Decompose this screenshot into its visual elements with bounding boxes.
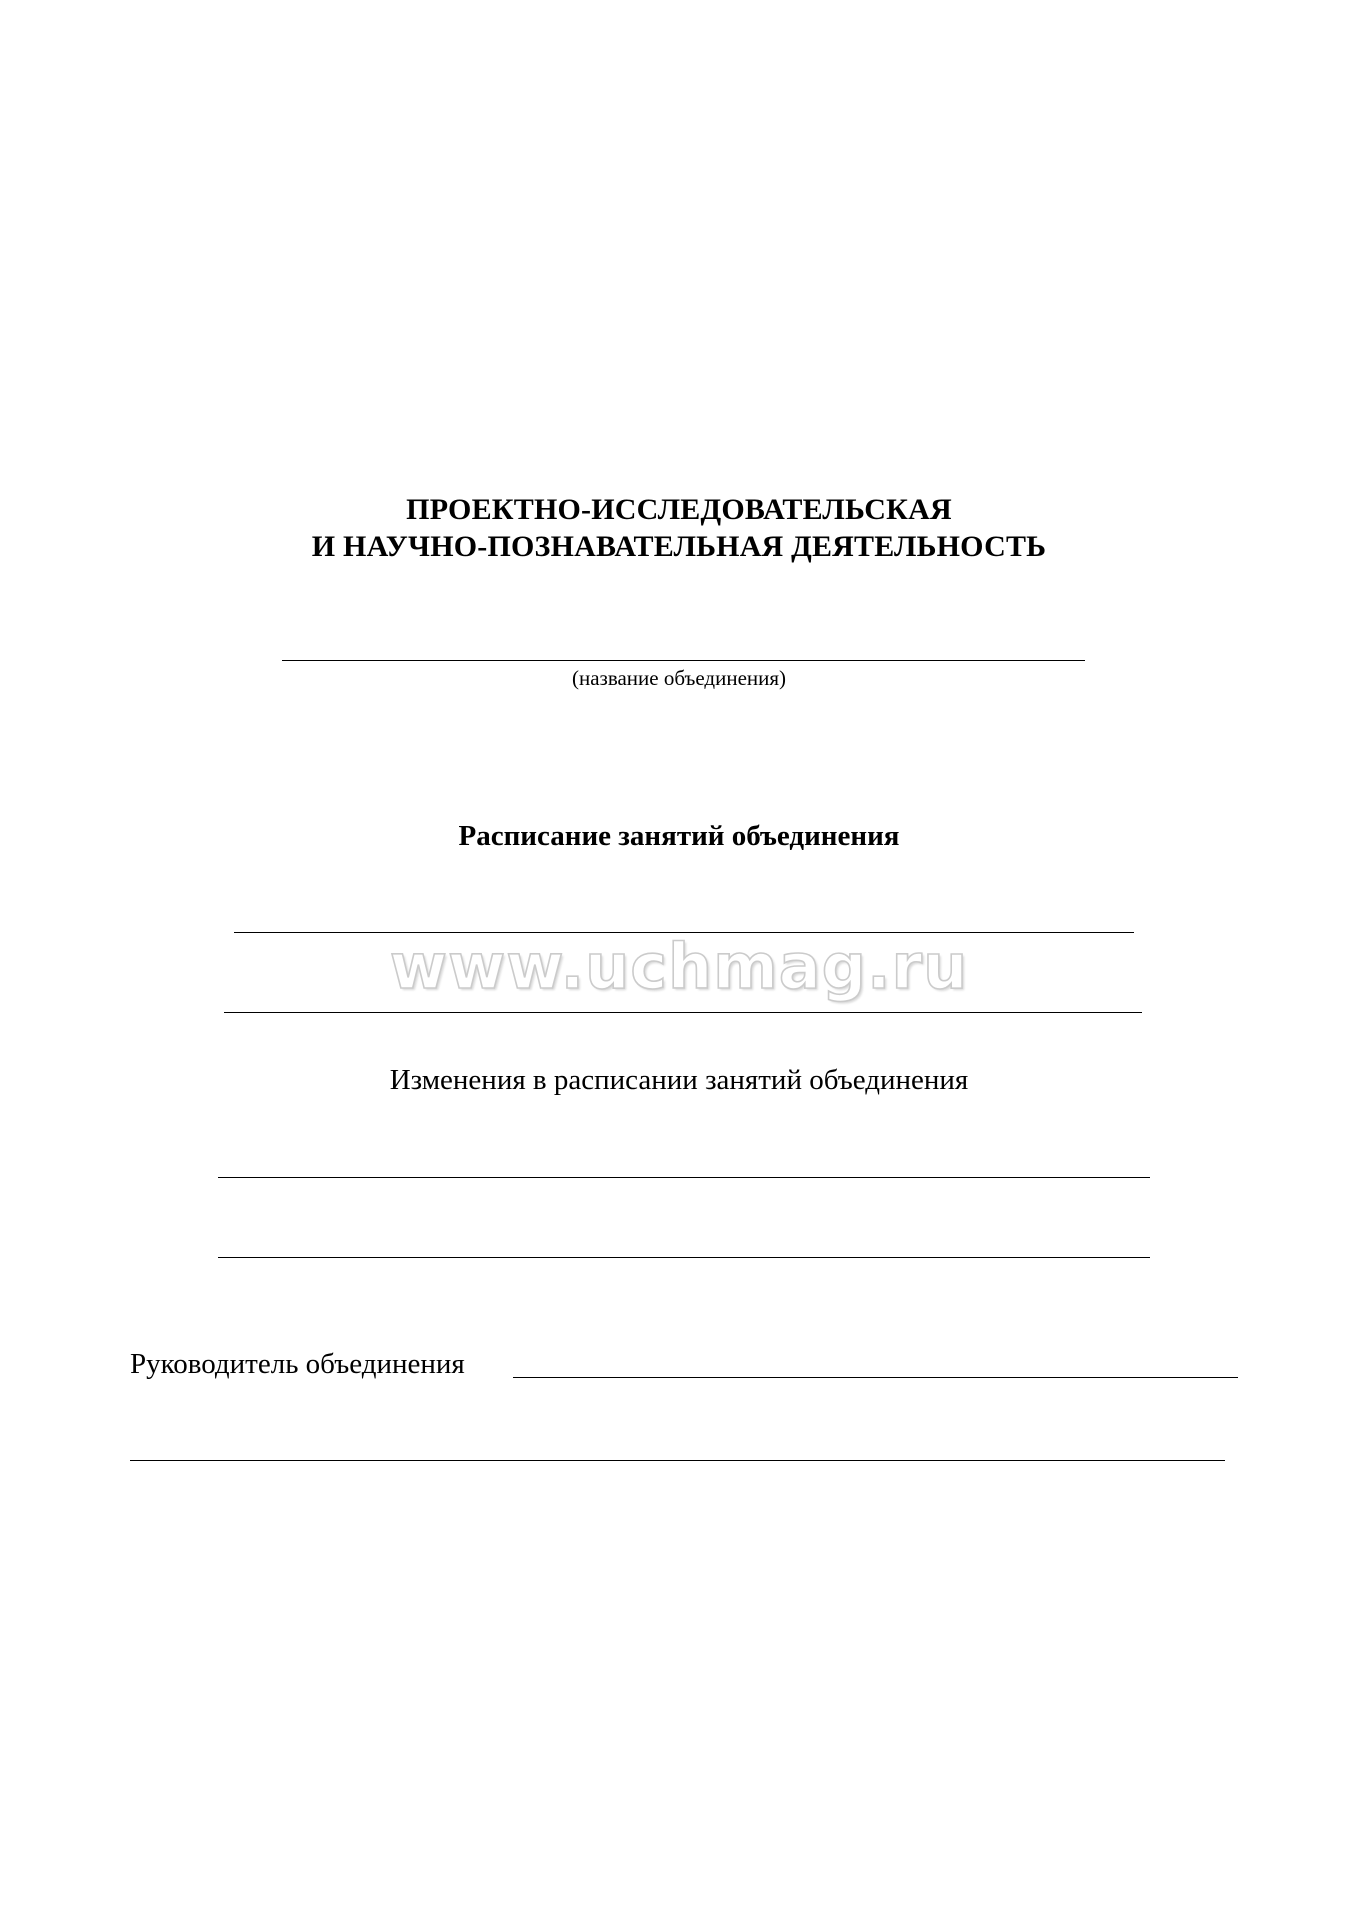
head-of-association-line-2 <box>130 1460 1225 1461</box>
head-of-association-line <box>513 1377 1238 1378</box>
association-name-caption: (название объединения) <box>571 666 787 690</box>
schedule-changes-heading: Изменения в расписании занятий объединения <box>389 1064 969 1096</box>
association-name-line <box>282 660 1085 661</box>
schedule-changes-line-1 <box>218 1177 1150 1178</box>
schedule-heading: Расписание занятий объединения <box>458 820 900 852</box>
head-of-association-label: Руководитель объединения <box>130 1348 465 1380</box>
schedule-changes-line-2 <box>218 1257 1150 1258</box>
schedule-line-1 <box>234 932 1134 933</box>
watermark-logo: www.uchmag.ru <box>389 930 969 1003</box>
document-title-line-1: ПРОЕКТНО-ИССЛЕДОВАТЕЛЬСКАЯ <box>406 493 952 526</box>
schedule-line-2 <box>224 1012 1142 1013</box>
document-title-line-2: И НАУЧНО-ПОЗНАВАТЕЛЬНАЯ ДЕЯТЕЛЬНОСТЬ <box>311 530 1047 563</box>
